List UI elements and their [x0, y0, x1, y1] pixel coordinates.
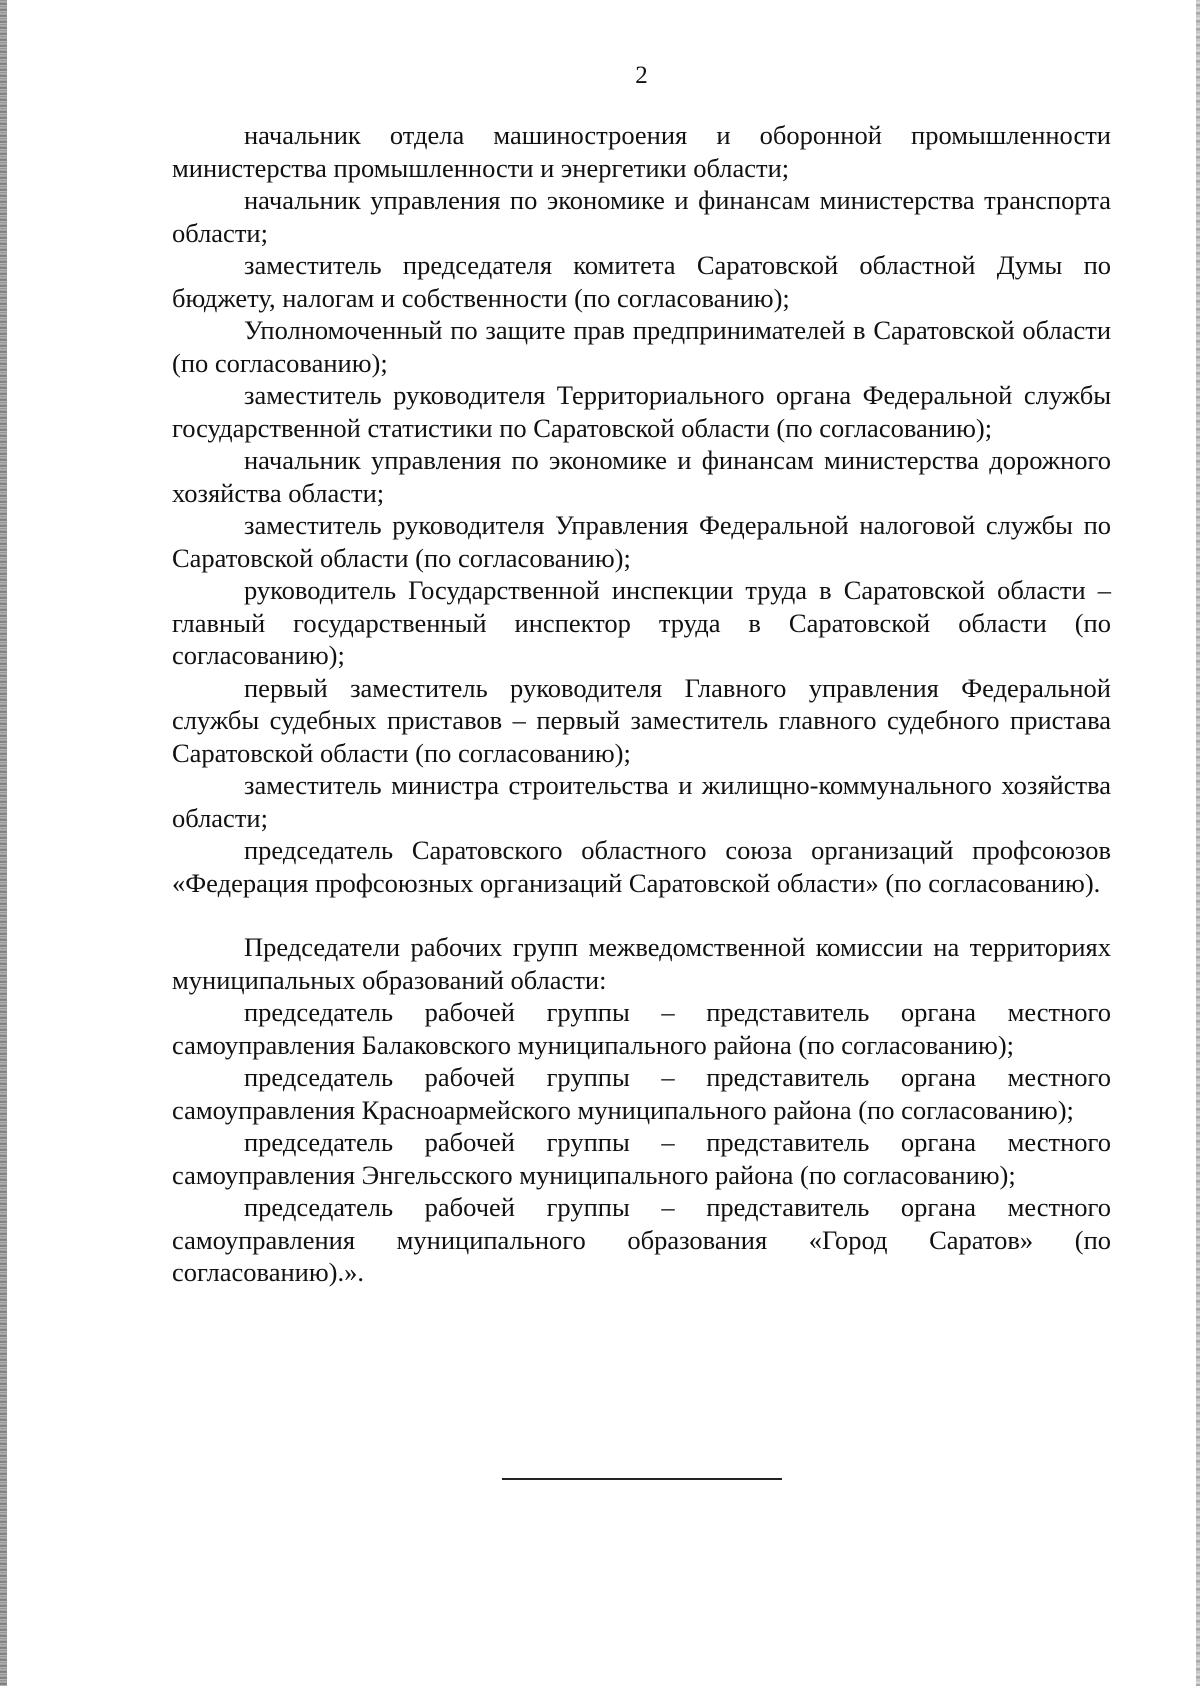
member-entry: начальник управления по экономике и финансам министерства дорожного хозяйства области;: [172, 445, 1111, 508]
member-entry: первый заместитель руководителя Главного управления Федеральной службы судебных приставов – первый заместитель главного судебного пристава Саратовской области (по согласованию);: [172, 672, 1111, 768]
scan-edge-left: [0, 0, 7, 1686]
section-spacer: [172, 899, 1111, 931]
working-group-entry: председатель рабочей группы – представитель органа местного самоуправления муниципального образования «Город Саратов» (по согласованию).».: [172, 1192, 1111, 1287]
section-heading: Председатели рабочих групп межведомственной комиссии на территориях муниципальных образований области:: [172, 932, 1111, 995]
member-entry: начальник управления по экономике и финансам министерства транспорта области;: [172, 185, 1111, 248]
member-entry: заместитель руководителя Управления Федеральной налоговой службы по Саратовской области (по согласованию);: [172, 510, 1111, 573]
member-entry: руководитель Государственной инспекции труда в Саратовской области – главный государственный инспектор труда в Саратовской области (по согласованию);: [172, 575, 1111, 670]
member-entry: заместитель руководителя Территориального органа Федеральной службы государственной статистики по Саратовской области (по согласованию);: [172, 380, 1111, 443]
member-entry: заместитель председателя комитета Саратовской областной Думы по бюджету, налогам и собственности (по согласованию);: [172, 250, 1111, 313]
working-group-entry: председатель рабочей группы – представитель органа местного самоуправления Балаковского муниципального района (по согласованию);: [172, 997, 1111, 1060]
member-entry: Уполномоченный по защите прав предпринимателей в Саратовской области (по согласованию);: [172, 315, 1111, 378]
member-entry: заместитель министра строительства и жилищно-коммунального хозяйства области;: [172, 770, 1111, 833]
working-group-entry: председатель рабочей группы – представитель органа местного самоуправления Энгельсского муниципального района (по согласованию);: [172, 1127, 1111, 1190]
member-entry: председатель Саратовского областного союза организаций профсоюзов «Федерация профсоюзных организаций Саратовской области» (по согласованию).: [172, 835, 1111, 898]
document-body: [172, 119, 1111, 1289]
page-number: 2: [635, 62, 648, 89]
scan-edge-right: [1196, 0, 1200, 1686]
working-group-entry: председатель рабочей группы – представитель органа местного самоуправления Красноармейского муниципального района (по согласованию);: [172, 1062, 1111, 1125]
member-entry: начальник отдела машиностроения и оборонной промышленности министерства промышленности и энергетики области;: [172, 120, 1111, 183]
closing-rule: [502, 1478, 782, 1480]
